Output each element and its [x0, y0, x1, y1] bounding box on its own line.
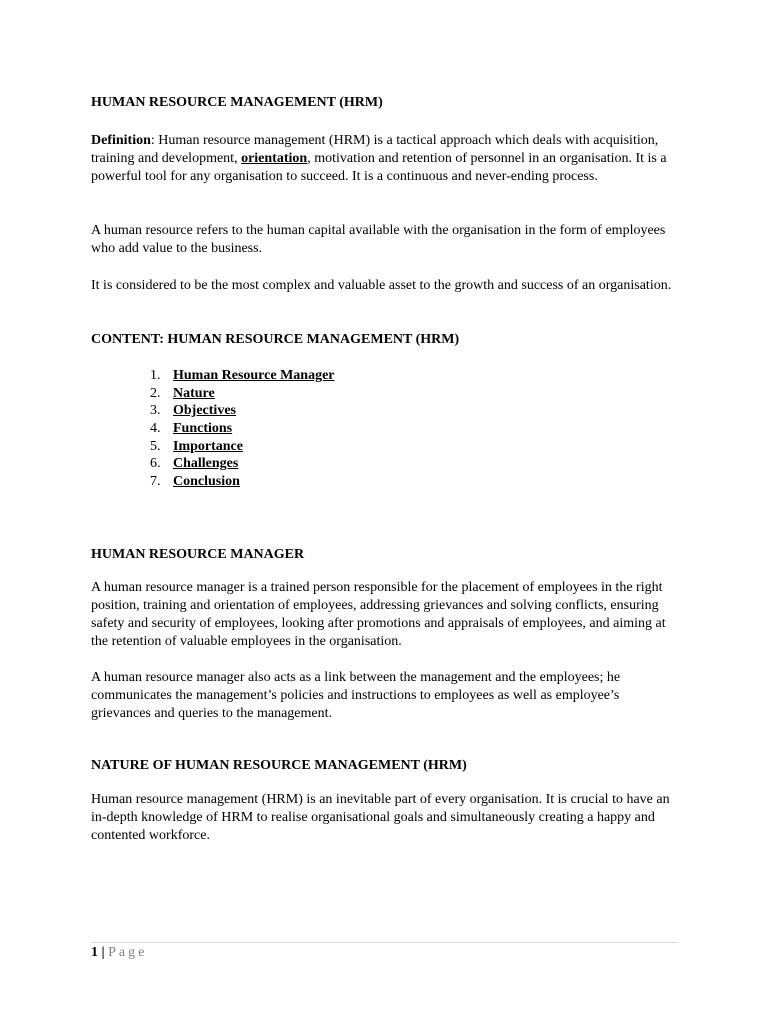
toc-link-conclusion[interactable]: Conclusion [173, 474, 240, 490]
toc-number: 6. [150, 456, 161, 472]
definition-label: Definition [91, 133, 151, 148]
footer-divider [91, 942, 678, 943]
toc-number: 7. [150, 474, 161, 490]
human-resource-text: A human resource refers to the human capital available with the organisation in the form of employees who add value to the business. [91, 223, 666, 256]
manager-paragraph-1 [91, 579, 681, 651]
content-heading: CONTENT: HUMAN RESOURCE MANAGEMENT (HRM) [91, 332, 460, 347]
definition-text [91, 132, 681, 186]
manager-text-2: A human resource manager also acts as a link between the management and the employees; he communicates the management’s policies and instructions to employees as well as employee’s grievances and queries to the management. [91, 670, 621, 721]
toc-item [150, 420, 335, 438]
document-title: HUMAN RESOURCE MANAGEMENT (HRM) [91, 95, 383, 110]
footer-page-label: Page [108, 945, 148, 960]
nature-text-1: Human resource management (HRM) is an inevitable part of every organisation. It is crucial to have an in-depth knowledge of HRM to realise organisational goals and simultaneously creating a happy and contented workforce. [91, 792, 670, 843]
toc-number: 1. [150, 368, 161, 383]
definition-text-after: , motivation and retention of personnel in an organisation. It is a powerful tool for any organisation to succeed. It is a continuous and never-ending process. [91, 151, 667, 184]
toc-link-nature[interactable]: Nature [173, 385, 215, 401]
footer-separator: | [101, 945, 105, 960]
manager-paragraph-2 [91, 669, 681, 723]
toc-number: 3. [150, 403, 161, 419]
definition-text-before: : Human resource management (HRM) is a tactical approach which deals with acquisition, training and development, [91, 133, 659, 166]
manager-heading-block [91, 546, 681, 564]
toc-link-objectives[interactable]: Objectives [173, 403, 236, 419]
nature-heading-block [91, 757, 681, 775]
toc-item [150, 438, 335, 456]
manager-text-1: A human resource manager is a trained person responsible for the placement of employees in the right position, training and orientation of employees, addressing grievances and solving conflicts, ensuring safety and security of employees, looking after promotions and appraisals of employees, and aiming at the retention of valuable employees in the organisation. [91, 580, 666, 649]
toc-number: 4. [150, 421, 161, 437]
toc-item [150, 455, 335, 473]
toc-number: 5. [150, 438, 161, 454]
nature-heading: NATURE OF HUMAN RESOURCE MANAGEMENT (HRM) [91, 758, 467, 773]
toc-item [150, 385, 335, 403]
content-heading-block [91, 331, 681, 349]
complex-asset-text: It is considered to be the most complex and valuable asset to the growth and success of an organisation. [91, 278, 672, 293]
human-resource-paragraph [91, 222, 681, 258]
toc-item [150, 473, 335, 491]
toc-link-importance[interactable]: Importance [173, 438, 243, 454]
page-footer [91, 944, 147, 962]
complex-asset-paragraph [91, 277, 681, 295]
orientation-link[interactable]: orientation [241, 151, 308, 166]
manager-heading: HUMAN RESOURCE MANAGER [91, 547, 305, 562]
footer-page-number: 1 [91, 945, 98, 960]
definition-paragraph [91, 132, 681, 186]
toc-link-functions[interactable]: Functions [173, 421, 233, 437]
toc-item [150, 367, 335, 385]
toc-link-challenges[interactable]: Challenges [173, 456, 239, 472]
table-of-contents [150, 367, 335, 491]
document-title-block [91, 94, 681, 112]
toc-number: 2. [150, 385, 161, 401]
toc-link-human-resource-manager[interactable]: Human Resource Manager [173, 368, 335, 383]
toc-item [150, 402, 335, 420]
nature-paragraph-1 [91, 791, 681, 845]
